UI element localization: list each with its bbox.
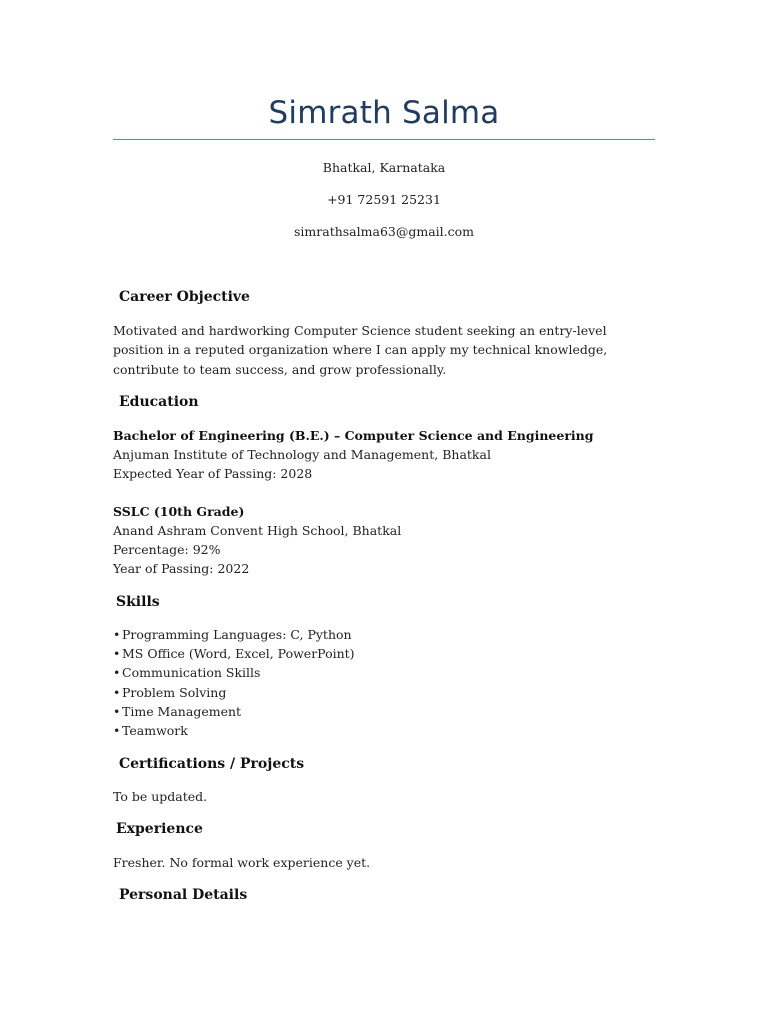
- location-text: Bhatkal, Karnataka: [322, 160, 446, 175]
- skill-label: Programming Languages: C, Python: [122, 627, 352, 642]
- skill-label: MS Office (Word, Excel, PowerPoint): [122, 646, 355, 662]
- sslc-title: SSLC (10th Grade): [113, 504, 245, 519]
- sslc-institution: Anand Ashram Convent High School, Bhatkal: [113, 523, 402, 538]
- skill-item: [113, 702, 355, 721]
- bullet-icon: •: [113, 723, 121, 739]
- skill-item: [113, 625, 355, 644]
- skill-item: [113, 721, 355, 740]
- phone-text: +91 72591 25231: [327, 192, 441, 207]
- sslc-percentage: Percentage: 92%: [113, 542, 221, 557]
- certifications-text: To be updated.: [113, 789, 208, 804]
- bullet-icon: •: [113, 684, 121, 700]
- degree-title: Bachelor of Engineering (B.E.) – Computer Science and Engineering: [113, 428, 594, 443]
- bullet-icon: •: [113, 627, 121, 642]
- header-divider: [113, 139, 655, 140]
- sslc-passing-year: Year of Passing: 2022: [113, 561, 250, 576]
- skill-label: Problem Solving: [122, 684, 227, 700]
- degree-passing-year: Expected Year of Passing: 2028: [113, 466, 313, 481]
- career-objective-heading: Career Objective: [119, 289, 250, 305]
- skill-item: [113, 663, 355, 682]
- bullet-icon: •: [113, 665, 121, 681]
- certifications-heading: Certifications / Projects: [119, 756, 305, 772]
- skill-item: [113, 644, 355, 663]
- skill-item: [113, 683, 355, 702]
- skill-label: Time Management: [122, 703, 242, 719]
- experience-heading: Experience: [116, 821, 203, 837]
- bullet-icon: •: [113, 646, 121, 662]
- skills-heading: Skills: [116, 594, 160, 610]
- education-heading: Education: [119, 394, 199, 410]
- skill-label: Communication Skills: [122, 665, 261, 681]
- email-text: simrathsalma63@gmail.com: [294, 224, 474, 239]
- career-objective-text: Motivated and hardworking Computer Science student seeking an entry-level position in a reputed organization where I can apply my technical knowledge, contribute to team success, and grow professionally.: [113, 323, 608, 377]
- experience-text: Fresher. No formal work experience yet.: [113, 855, 371, 870]
- bullet-icon: •: [113, 703, 121, 719]
- skill-label: Teamwork: [122, 723, 188, 739]
- skills-list: [113, 625, 355, 740]
- personal-details-heading: Personal Details: [119, 887, 248, 903]
- candidate-name: Simrath Salma: [268, 95, 500, 131]
- degree-institution: Anjuman Institute of Technology and Management, Bhatkal: [113, 447, 491, 462]
